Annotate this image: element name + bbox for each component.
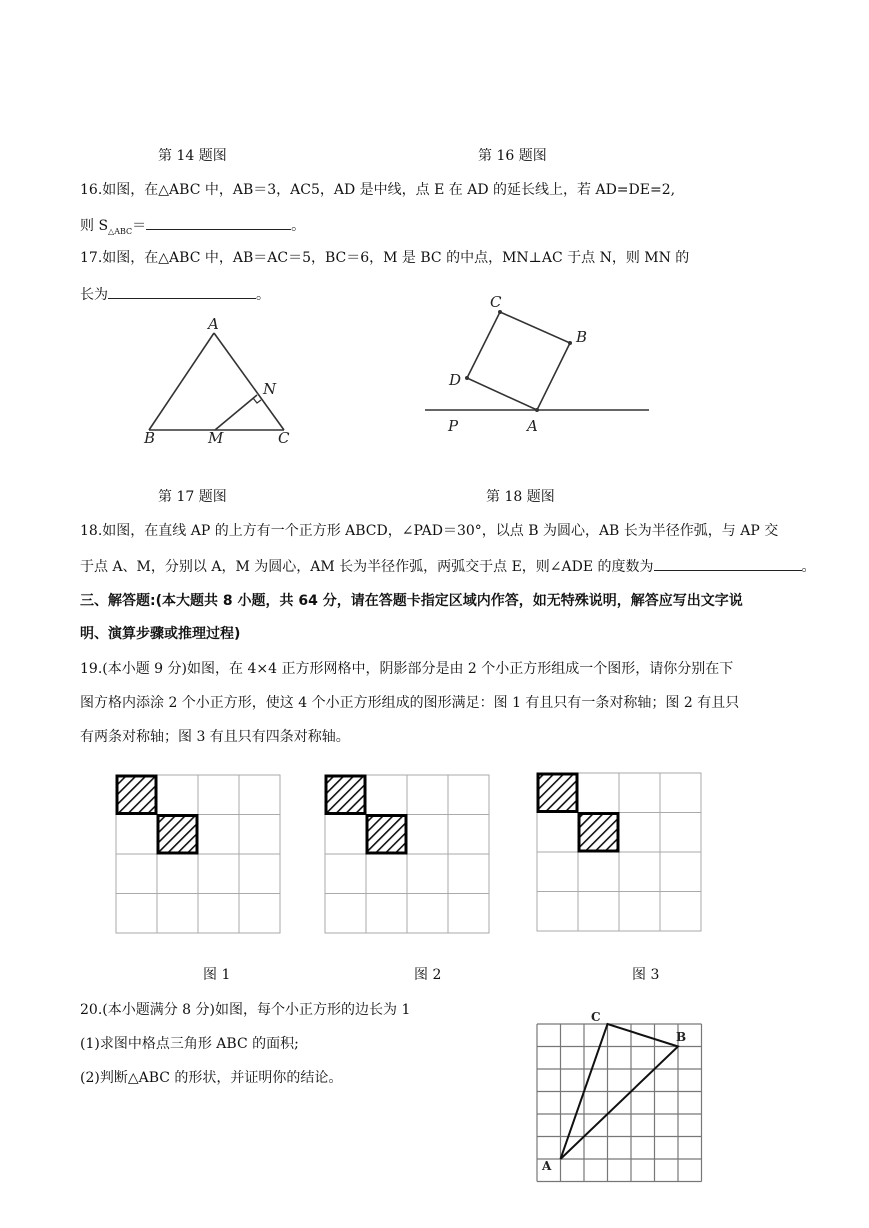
q17-line1: 17.如图，在△ABC 中，AB＝AC＝5，BC＝6，M 是 BC 的中点，MN⊥AC 于点 N，则 MN 的 (80, 250, 690, 266)
q17-prefix: 长为 (80, 287, 108, 303)
label-b-18: B (576, 328, 588, 346)
caption-fig14: 第 14 题图 (158, 148, 227, 164)
section3-line1: 三、解答题:(本大题共 8 小题，共 64 分，请在答题卡指定区域内作答，如无特殊说明，解答应写出文字说 (80, 593, 743, 609)
caption-grid3: 图 3 (632, 967, 660, 983)
section3-line2: 明、演算步骤或推理过程) (80, 626, 241, 642)
q18-line1: 18.如图，在直线 AP 的上方有一个正方形 ABCD，∠PAD＝30°，以点 B 为圆心，AB 长为半径作弧，与 AP 交 (80, 523, 779, 539)
caption-fig16: 第 16 题图 (478, 148, 547, 164)
q20-line2: (1)求图中格点三角形 ABC 的面积; (80, 1036, 299, 1052)
caption-fig18: 第 18 题图 (486, 489, 555, 505)
caption-fig17: 第 17 题图 (158, 489, 227, 505)
label-a-17: A (208, 315, 219, 333)
label-c-18: C (490, 293, 502, 311)
q16-end: 。 (291, 218, 306, 234)
q19-line1: 19.(本小题 9 分)如图，在 4×4 正方形网格中，阴影部分是由 2 个小正方形组成一个图形，请你分别在下 (80, 661, 734, 677)
label-m-17: M (208, 429, 224, 447)
label-a-18: A (527, 417, 538, 435)
label-d-18: D (449, 371, 462, 389)
q16-sub: △ABC (108, 226, 133, 236)
q18-end: 。 (801, 559, 816, 575)
q17-end: 。 (256, 287, 270, 303)
q20-line1: 20.(本小题满分 8 分)如图，每个小正方形的边长为 1 (80, 1002, 411, 1018)
label-b-20: B (676, 1030, 687, 1044)
label-a-20: A (542, 1159, 552, 1173)
label-n-17: N (263, 380, 277, 398)
q16-prefix: 则 S (80, 218, 109, 234)
q18-line2-text: 于点 A、M，分别以 A，M 为圆心，AM 长为半径作弧，两弧交于点 E，则∠ADE 的度数为 (80, 559, 654, 575)
label-c-17: C (278, 429, 290, 447)
caption-grid1: 图 1 (203, 967, 231, 983)
caption-grid2: 图 2 (414, 967, 442, 983)
q16-eq: ＝ (132, 218, 147, 234)
label-b-17: B (144, 429, 156, 447)
q19-line3: 有两条对称轴；图 3 有且只有四条对称轴。 (80, 729, 350, 745)
label-p-18: P (448, 417, 459, 435)
q19-line2: 图方格内添涂 2 个小正方形，使这 4 个小正方形组成的图形满足：图 1 有且只有一条对称轴；图 2 有且只 (80, 695, 740, 711)
q16-line1: 16.如图，在△ABC 中，AB＝3，AC5，AD 是中线，点 E 在 AD 的延长线上，若 AD=DE=2, (80, 182, 676, 198)
q20-line3: (2)判断△ABC 的形状，并证明你的结论。 (80, 1070, 343, 1086)
label-c-20: C (591, 1010, 601, 1024)
